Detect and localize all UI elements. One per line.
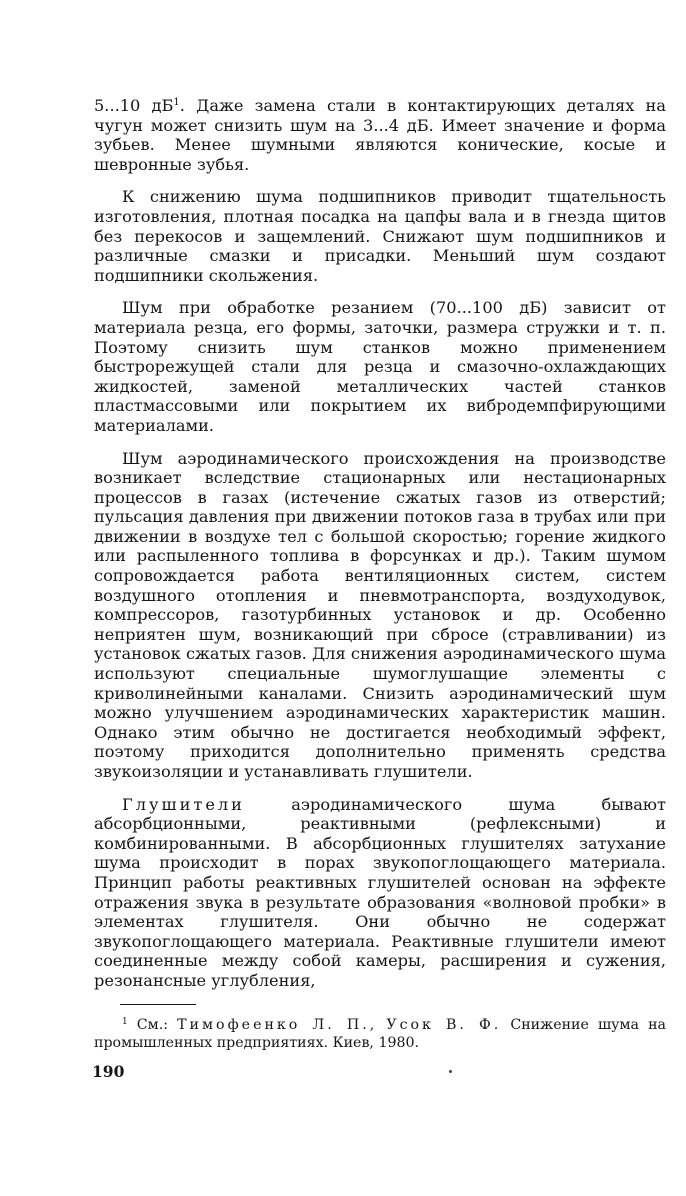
paragraph-bearing-noise: К снижению шума подшипников приводит тщательность изготовления, плотная посадка на цапфы вала и в гнезда щитов без перекосов и защемлений. Снижают шум подшипников и различные смазки и присадки. Меньший шум создают подшипники скольжения.: [94, 187, 666, 285]
paragraph-silencers: [94, 795, 666, 991]
print-speck: [449, 1070, 452, 1073]
paragraph-gear-noise: [94, 96, 666, 174]
footnote-prefix: См.:: [127, 1017, 178, 1033]
page-number: 190: [92, 1062, 125, 1081]
spaced-term: Глушители: [122, 794, 245, 814]
paragraph-text: аэродинамического шума бывают абсорбционными, реактивными (рефлексными) и комбинированными. В абсорбционных глушителях затухание шума происходит в порах звукопоглощающего материала. Принцип работы реактивных глушителей основан на эффекте отражения звука в результате образования «волновой пробки» в элементах глушителя. Они обычно не содержат звукопоглощающего материала. Реактивные глушители имеют соединенные между собой камеры, расширения и сужения, резонансные углубления,: [94, 794, 666, 990]
footnote-author-1: Тимофеенко Л. П.,: [177, 1017, 378, 1033]
paragraph-lead: 5...10 дБ: [94, 96, 174, 115]
paragraph-text: . Даже замена стали в контактирующих деталях на чугун может снизить шум на 3...4 дБ. Имеет значение и форма зубьев. Менее шумными являются конические, косые и шевронные зубья.: [94, 96, 666, 174]
footnote-mark: 1: [122, 1017, 128, 1027]
footnote-author-2: Усок В. Ф.: [386, 1017, 502, 1033]
page-body: [94, 96, 666, 991]
footnote-citation: Снижение шума на промышленных предприятиях. Киев, 1980.: [94, 1017, 666, 1052]
footnote-divider: [120, 1004, 196, 1005]
paragraph-aerodynamic-noise: Шум аэродинамического происхождения на производстве возникает вследствие стационарных или нестационарных процессов в газах (истечение сжатых газов из отверстий; пульсация давления при движении потоков газа в трубах или при движении в воздухе тел с большой скоростью; горение жидкого или распыленного топлива в форсунках и др.). Таким шумом сопровождается работа вентиляционных систем, систем воздушного отопления и пневмотранспорта, воздуходувок, компрессоров, газотурбинных установок и др. Особенно неприятен шум, возникающий при сбросе (стравливании) из установок сжатых газов. Для снижения аэродинамического шума используют специальные шумоглушащие элементы с криволинейными каналами. Снизить аэродинамический шум можно улучшением аэродинамических характеристик машин. Однако этим обычно не достигается необходимый эффект, поэтому приходится дополнительно применять средства звукоизоляции и устанавливать глушители.: [94, 448, 666, 781]
footnote: [94, 1016, 666, 1053]
paragraph-cutting-noise: Шум при обработке резанием (70...100 дБ) зависит от материала резца, его формы, заточки, размера стружки и т. п. Поэтому снизить шум станков можно применением быстрорежущей стали для резца и смазочно-охлаждающих жидкостей, заменой металлических частей станков пластмассовыми или покрытием их вибродемпфирующими материалами.: [94, 298, 666, 435]
footnote-reference[interactable]: 1: [173, 97, 180, 108]
